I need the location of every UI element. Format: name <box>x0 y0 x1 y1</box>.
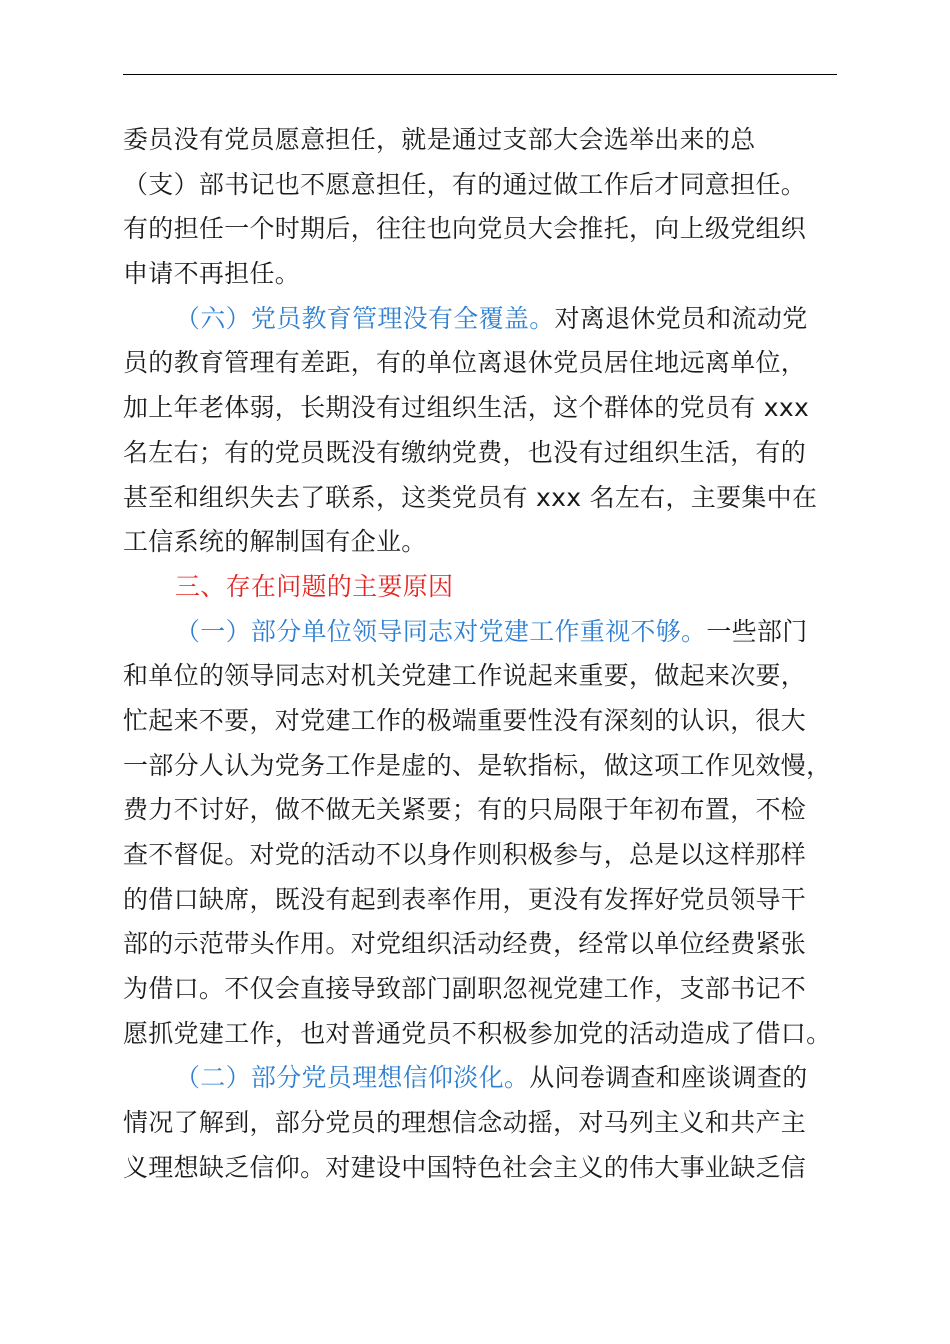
text-line <box>123 163 883 208</box>
line-text: （支）部书记也不愿意担任，有的通过做工作后才同意担任。 <box>123 169 807 199</box>
line-text: 为借口。不仅会直接导致部门副职忽视党建工作，支部书记不 <box>123 974 807 1004</box>
line-text: 忙起来不要，对党建工作的极端重要性没有深刻的认识，很大 <box>123 705 807 735</box>
text-line <box>123 788 883 833</box>
line-text: 有的担任一个时期后，往往也向党员大会推托，向上级党组织 <box>123 214 807 244</box>
line-text: 从问卷调查和座谈调查的 <box>529 1063 808 1093</box>
section-heading <box>123 565 883 610</box>
text-line <box>123 207 883 252</box>
line-text: 员的教育管理有差距，有的单位离退休党员居住地远离单位， <box>123 348 807 378</box>
line-text: 加上年老体弱，长期没有过组织生活，这个群体的党员有 xxx <box>123 393 810 423</box>
text-line <box>123 744 883 789</box>
text-line <box>123 922 883 967</box>
line-text: 情况了解到，部分党员的理想信念动摇，对马列主义和共产主 <box>123 1108 807 1138</box>
subheading-text: （二）部分党员理想信仰淡化。 <box>175 1063 530 1093</box>
line-text: 名左右；有的党员既没有缴纳党费，也没有过组织生活，有的 <box>123 437 807 467</box>
paragraph-start-line <box>123 297 883 342</box>
text-line <box>123 967 883 1012</box>
line-text: 委员没有党员愿意担任，就是通过支部大会选举出来的总 <box>123 125 756 154</box>
paragraph-start-line <box>123 610 883 655</box>
text-line <box>123 654 883 699</box>
line-text: 费力不讨好，做不做无关紧要；有的只局限于年初布置，不检 <box>123 795 807 825</box>
text-line <box>123 520 883 565</box>
subheading-text: （一）部分单位领导同志对党建工作重视不够。 <box>175 616 707 646</box>
text-line <box>123 1101 883 1146</box>
header-rule <box>123 74 837 75</box>
text-line <box>123 699 883 744</box>
line-text: 查不督促。对党的活动不以身作则积极参与，总是以这样那样 <box>123 840 807 869</box>
text-line <box>123 833 883 878</box>
text-line <box>123 341 883 386</box>
text-line <box>123 118 883 163</box>
text-line <box>123 1146 883 1191</box>
line-text: 一些部门 <box>706 616 808 646</box>
paragraph-start-line <box>123 1056 883 1101</box>
text-line <box>123 252 883 297</box>
line-text: 和单位的领导同志对机关党建工作说起来重要，做起来次要， <box>123 661 807 691</box>
text-line <box>123 878 883 923</box>
subheading-text: （六）党员教育管理没有全覆盖。 <box>175 303 555 333</box>
text-line <box>123 476 883 521</box>
line-text: 部的示范带头作用。对党组织活动经费，经常以单位经费紧张 <box>123 929 807 959</box>
text-line <box>123 386 883 431</box>
line-text: 的借口缺席，既没有起到表率作用，更没有发挥好党员领导干 <box>123 884 807 914</box>
line-text: 愿抓党建工作，也对普通党员不积极参加党的活动造成了借口。 <box>123 1018 832 1048</box>
line-text: 义理想缺乏信仰。对建设中国特色社会主义的伟大事业缺乏信 <box>123 1152 807 1182</box>
line-text: 甚至和组织失去了联系，这类党员有 xxx 名左右，主要集中在 <box>123 482 818 512</box>
line-text: 一部分人认为党务工作是虚的、是软指标，做这项工作见效慢， <box>123 750 832 780</box>
text-line <box>123 431 883 476</box>
section-heading-text: 三、存在问题的主要原因 <box>175 571 454 601</box>
document-body <box>123 118 883 1191</box>
line-text: 对离退休党员和流动党 <box>554 303 808 333</box>
line-text: 申请不再担任。 <box>123 259 301 289</box>
text-line <box>123 1012 883 1057</box>
line-text: 工信系统的解制国有企业。 <box>123 527 427 557</box>
